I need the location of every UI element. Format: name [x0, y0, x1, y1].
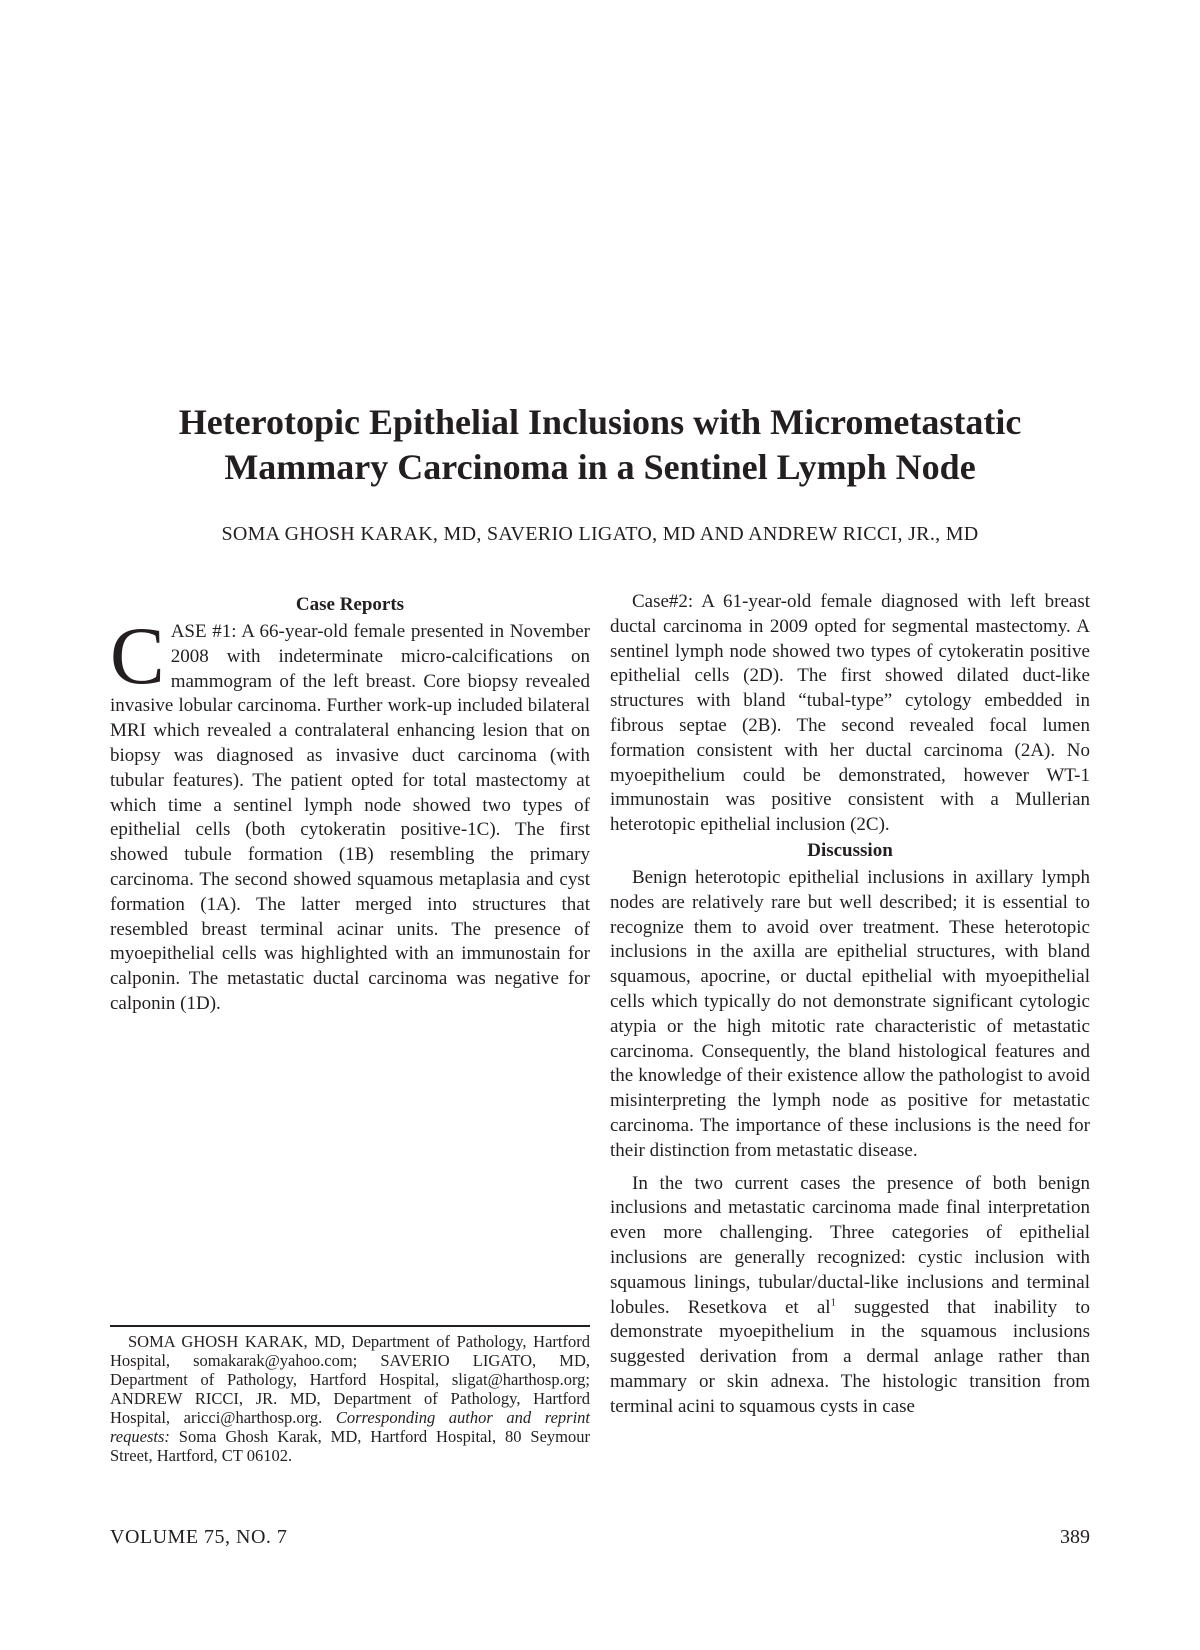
- discussion-heading: Discussion: [807, 839, 893, 861]
- case2-paragraph: Case#2: A 61-year-old female diagnosed with left breast ductal carcinoma in 2009 opted for segmental mastectomy. A sentinel lymph node showed two types of cytokeratin positive epithelial cells (2D). The first showed dilated duct-like structures with bland “tubal-type” cytology embedded in fibrous septae (2B). The second revealed focal lumen formation consistent with her ductal carcinoma (2A). No myoepithelium could be demonstrated, however WT-1 immunostain was positive consistent with a Mullerian heterotopic epithelial inclusion (2C).: [610, 591, 1090, 836]
- case-reports-heading: Case Reports: [295, 594, 405, 615]
- page-number: 389: [1060, 1526, 1090, 1548]
- author-list: SOMA GHOSH KARAK, MD, SAVERIO LIGATO, MD AND ANDREW RICCI, JR., MD: [221, 523, 979, 545]
- left-column: [110, 592, 590, 1017]
- discussion-p2-text-a: In the two current cases the presence of both benign inclusions and metastatic carcinoma made final interpretation even more challenging. Three categories of epithelial inclusions are generally recognized: cystic inclusion with squamous linings, tubular/ductal-like inclusions and terminal lobules. Resetkova et al: [610, 1172, 1090, 1318]
- discussion-paragraph-2: [610, 1172, 1090, 1420]
- right-column: [610, 590, 1090, 1420]
- article-title: [110, 400, 1090, 490]
- author-footnote: [110, 1332, 590, 1465]
- footnote-text-2: Soma Ghosh Karak, MD, Hartford Hospital, 80 Seymour Street, Hartford, CT 06102.: [110, 1427, 590, 1465]
- footnote-italic: Corresponding author and reprint requests:: [110, 1408, 591, 1446]
- discussion-p2-text-b: suggested that inability to demonstrate myoepithelium in the squamous inclusions suggested derivation from a dermal anlage rather than mammary or skin adnexa. The histologic transition from terminal acini to squamous cysts in case: [610, 1296, 1090, 1417]
- case1-paragraph: [110, 610, 590, 1017]
- reference-marker: 1: [830, 1296, 837, 1309]
- case1-text: ASE #1: A 66-year-old female presented in November 2008 with indeterminate micro-calcifications on mammogram of the left breast. Core biopsy revealed invasive lobular carcinoma. Further work-up included bilateral MRI which revealed a contralateral enhancing lesion that on biopsy was diagnosed as invasive duct carcinoma (with tubular features). The patient opted for total mastectomy at which time a sentinel lymph node showed two types of epithelial cells (both cytokeratin positive-1C). The first showed tubule formation (1B) resembling the primary carcinoma. The second showed squamous metaplasia and cyst formation (1A). The latter merged into structures that resembled breast terminal acinar units. The presence of myoepithelial cells was highlighted with an immunostain for calponin. The metastatic ductal carcinoma was negative for calponin (1D).: [110, 621, 590, 1014]
- footnote-divider: [110, 1325, 590, 1327]
- title-line-2: Mammary Carcinoma in a Sentinel Lymph Node: [224, 447, 976, 487]
- discussion-paragraph-1: Benign heterotopic epithelial inclusions in axillary lymph nodes are relatively rare but well described; it is essential to recognize them to avoid over treatment. These heterotopic inclusions in the axilla are epithelial structures, with bland squamous, apocrine, or ductal epithelial with myoepithelial cells which typically do not demonstrate significant cytologic atypia or the high mitotic rate characteristic of metastatic carcinoma. Consequently, the bland histological features and the knowledge of their existence allow the pathologist to avoid misinterpreting the lymph node as positive for metastatic carcinoma. The importance of these inclusions is the need for their distinction from metastatic disease.: [610, 866, 1090, 1161]
- drop-cap: C: [110, 610, 165, 701]
- footnote-text: SOMA GHOSH KARAK, MD, Department of Pathology, Hartford Hospital, somakarak@yahoo.com; SAVERIO LIGATO, MD, Department of Pathology, Hartford Hospital, sligat@harthosp.org; ANDREW RICCI, JR. MD, Department of Pathology, Hartford Hospital, aricci@harthosp.org.: [110, 1332, 590, 1427]
- title-line-1: Heterotopic Epithelial Inclusions with Micrometastatic: [178, 402, 1022, 442]
- journal-volume: VOLUME 75, NO. 7: [110, 1526, 288, 1548]
